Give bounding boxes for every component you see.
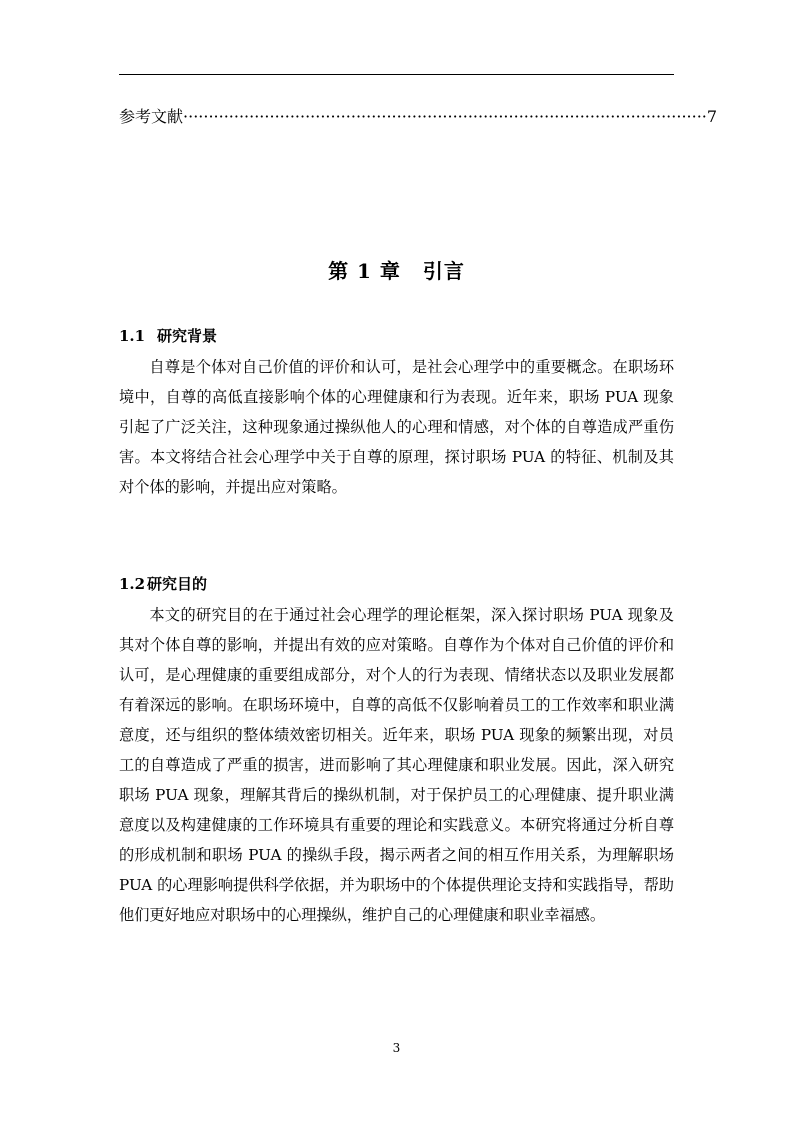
section-title: 研究目的 bbox=[147, 575, 208, 593]
toc-entry-page: 7 bbox=[706, 107, 718, 126]
section-heading-1-1 bbox=[119, 325, 217, 347]
toc-entry-references[interactable] bbox=[119, 105, 718, 129]
section-number: 1.2 bbox=[119, 575, 146, 593]
section-paragraph-purpose: 本文的研究目的在于通过社会心理学的理论框架，深入探讨职场 PUA 现象及其对个体自尊的影响，并提出有效的应对策略。自尊作为个体对自己价值的评价和认可，是心理健康的重要组成部分，对个人的行为表现、情绪状态以及职业发展都有着深远的影响。在职场环境中，自尊的高低不仅影响着员工的工作效率和职业满意度，还与组织的整体绩效密切相关。近年来，职场 PUA 现象的频繁出现，对员工的自尊造成了严重的损害，进而影响了其心理健康和职业发展。因此，深入研究职场 PUA 现象，理解其背后的操纵机制，对于保护员工的心理健康、提升职业满意度以及构建健康的工作环境具有重要的理论和实践意义。本研究将通过分析自尊的形成机制和职场 PUA 的操纵手段，揭示两者之间的相互作用关系，为理解职场 PUA 的心理影响提供科学依据，并为职场中的个体提供理论支持和实践指导，帮助他们更好地应对职场中的心理操纵，维护自己的心理健康和职业幸福感。 bbox=[119, 606, 674, 924]
header-rule bbox=[119, 74, 674, 75]
chapter-number: 第 1 章 bbox=[328, 259, 401, 283]
chapter-title: 引言 bbox=[422, 259, 465, 283]
section-number: 1.1 bbox=[119, 327, 146, 345]
section-title: 研究背景 bbox=[157, 327, 218, 345]
page-number: 3 bbox=[392, 1041, 401, 1055]
toc-entry-label: 参考文献 bbox=[119, 107, 184, 126]
section-heading-1-2 bbox=[119, 573, 207, 595]
chapter-heading bbox=[119, 256, 674, 286]
toc-leader-dots: ······································································································· bbox=[183, 107, 707, 126]
section-paragraph-background: 自尊是个体对自己价值的评价和认可，是社会心理学中的重要概念。在职场环境中，自尊的高低直接影响个体的心理健康和行为表现。近年来，职场 PUA 现象引起了广泛关注，这种现象通过操纵他人的心理和情感，对个体的自尊造成严重伤害。本文将结合社会心理学中关于自尊的原理，探讨职场 PUA 的特征、机制及其对个体的影响，并提出应对策略。 bbox=[119, 358, 674, 496]
